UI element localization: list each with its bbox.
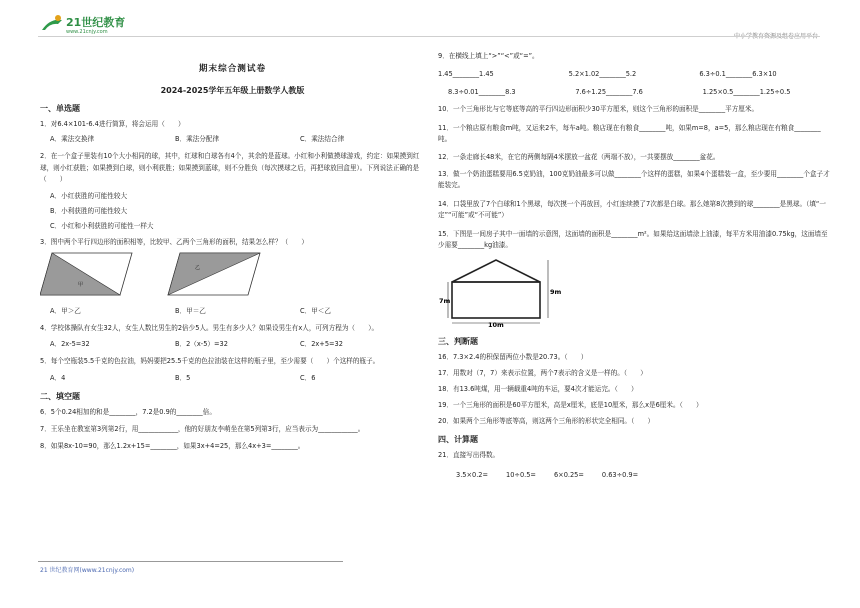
q15-figure — [438, 256, 830, 328]
q3-parallelograms — [40, 251, 425, 301]
question-4: 4．学校体操队有女生32人，女生人数比男生的2倍少5人。男生有多少人？如果设男生有x人，可列方程为（ ）。 — [40, 323, 379, 332]
wall-diagram — [438, 256, 598, 328]
section-heading-4: 四、计算题 — [438, 434, 478, 444]
question-14: 14．口袋里放了7个白球和1个黑球，每次摸一个再放回，小红连续摸了7次都是白球。那么她第8次摸到的球________是黑球。（填“一定”“可能”或“不可能”） — [438, 199, 826, 219]
q9-item-2: 5.2×1.02________5.2 — [568, 70, 637, 78]
q5-option-b: B．5 — [175, 373, 191, 382]
q3-figure — [40, 251, 425, 301]
q9-item-6: 1.25×0.5________1.25÷0.5 — [702, 88, 791, 96]
q5-option-a: A．4 — [50, 373, 66, 382]
q5-options — [40, 374, 425, 383]
q2-option-b: B．小利获胜的可能性较大 — [50, 206, 128, 215]
q5-option-c: C．6 — [300, 373, 316, 382]
question-9: 9．在横线上填上“>”“<”或“=”。 — [438, 52, 539, 60]
q1-options — [40, 135, 425, 144]
q1-option-c: C．乘法结合律 — [300, 135, 345, 143]
page-subtitle: 2024-2025学年五年级上册数学人教版 — [160, 86, 305, 95]
logo-21cnjy — [36, 12, 176, 36]
wall-body — [452, 282, 540, 318]
question-3: 3．图中两个平行四边形的面积相等，比较甲、乙两个三角形的面积，结果怎么样？（ ） — [40, 237, 308, 246]
q3-option-c: C．甲＜乙 — [300, 306, 331, 315]
question-17: 17．用数对（7，7）来表示位置，两个7表示的含义是一样的。（ ） — [438, 368, 647, 377]
q9-item-3: 6.3÷0.1________6.3×10 — [699, 70, 777, 78]
q1-option-b: B．乘法分配律 — [175, 135, 220, 143]
question-2: 2．在一个盒子里装有10个大小相同的球，其中，红球和白球各有4个，其余的是蓝球。小红和小利做摸球游戏，约定：如果摸到红球，则小红获胜；如果摸到白球，则小利获胜；如果摸到蓝球，则不分胜负（每次摸球之后，再把球放回盒里）。下列说法正确的是（ ） — [40, 152, 420, 183]
footer-divider — [38, 561, 343, 562]
question-7: 7．王乐坐在教室第3列第2行，用____________，他的好朋友李萌坐在第5列第3行，应当表示为____________。 — [40, 424, 365, 433]
q3-option-b: B．甲＝乙 — [175, 306, 206, 315]
q21-item-3: 6×0.25= — [553, 470, 584, 479]
question-13: 13．做一个奶油蛋糕要用6.5克奶油，100克奶油最多可以做________个这样的蛋糕，如果4个蛋糕装一盒，至少要用________个盒子才能装完。 — [438, 169, 830, 189]
q4-option-a: A．2x-5=32 — [50, 340, 90, 348]
question-11: 11．一个粮店原有粮食m吨，又运来2车，每车a吨。粮店现在有粮食________吨，如果m=8，a=5，那么粮店现在有粮食________吨。 — [438, 123, 821, 143]
question-8: 8．如果8x-10=90，那么1.2x+15=________，如果3x+4=25，那么4x+3=________。 — [40, 442, 305, 450]
q2-option-a: A．小红获胜的可能性较大 — [50, 191, 128, 200]
q9-row-2 — [438, 88, 830, 97]
question-12: 12．一条走廊长48米，在它的两侧每隔4米摆放一盆花（两端不放），一共要摆放________盆花。 — [438, 152, 720, 161]
label-yi: 乙 — [195, 264, 201, 271]
q2-option-c: C．小红和小利获胜的可能性一样大 — [50, 221, 154, 230]
question-5: 5．每个空瓶装5.5千克的色拉油，妈妈要把25.5千克的色拉油装在这样的瓶子里，至少需要（ ）个这样的瓶子。 — [40, 357, 380, 365]
question-1: 1．对6.4×101-6.4进行简算，将会运用（ ） — [40, 120, 185, 128]
question-6: 6．5个0.24相加的和是________，7.2是0.9的________倍。 — [40, 407, 216, 416]
q21-item-4: 0.63÷0.9= — [601, 470, 639, 479]
left-column — [40, 52, 425, 451]
q3-options — [40, 307, 425, 316]
q9-item-4: 8.3÷0.01________8.3 — [448, 88, 516, 96]
question-18: 18．有13.6吨煤，用一辆载重4吨的车运，要4次才能运完。（ ） — [438, 384, 638, 393]
q21-item-1: 3.5×0.2= — [456, 470, 489, 479]
page-title: 期末综合测试卷 — [198, 64, 267, 74]
footer-source: 21 世纪教育网(www.21cnjy.com) — [40, 567, 135, 574]
q3-option-a: A．甲＞乙 — [50, 306, 81, 315]
label-jia: 甲 — [78, 281, 84, 288]
header-platform-text: 中小学教育资源及组卷应用平台 — [733, 33, 818, 40]
section-heading-1: 一、单选题 — [40, 104, 80, 113]
q9-item-5: 7.6÷1.25________7.6 — [575, 88, 643, 96]
question-16: 16．7.3×2.4的积保留两位小数是20.73。（ ） — [438, 352, 588, 361]
logo-text: 21世纪教育 — [66, 16, 126, 29]
q21-items — [438, 471, 830, 480]
q21-item-2: 10÷0.5= — [506, 470, 536, 479]
wall-width: 10m — [488, 320, 504, 328]
q1-option-a: A．乘法交换律 — [50, 135, 95, 143]
q4-options — [40, 340, 425, 349]
right-column — [438, 52, 830, 480]
question-19: 19．一个三角形的面积是60平方厘米，高是x厘米，底是10厘米，那么x是6厘米。（ ） — [438, 400, 703, 409]
question-20: 20．如果两个三角形等底等高，则这两个三角形的形状完全相同。（ ） — [438, 416, 655, 425]
question-21: 21．直接写出得数。 — [438, 450, 500, 459]
triangle-jia — [40, 253, 120, 295]
q4-option-c: C．2x+5=32 — [300, 340, 343, 348]
question-10: 10．一个三角形比与它等底等高的平行四边形面积少30平方厘米，则这个三角形的面积是________平方厘米。 — [438, 105, 759, 113]
logo-sub: www.21cnjy.com — [66, 29, 108, 35]
q9-item-1: 1.45________1.45 — [438, 70, 494, 78]
q9-row-1 — [438, 70, 830, 79]
question-15: 15．下图是一间房子其中一面墙的示意图，这面墙的面积是________m²。如果给这面墙涂上油漆，每平方米用油漆0.75kg，这面墙至少需要________kg油漆。 — [438, 229, 828, 249]
triangle-yi — [168, 253, 260, 295]
header-divider — [38, 36, 820, 37]
wall-left-height: 7m — [439, 296, 451, 305]
section-heading-3: 三、判断题 — [438, 336, 478, 346]
section-heading-2: 二、填空题 — [40, 391, 80, 401]
wall-roof — [452, 260, 540, 282]
q4-option-b: B．2（x-5）=32 — [175, 340, 228, 348]
wall-right-height: 9m — [550, 287, 562, 296]
